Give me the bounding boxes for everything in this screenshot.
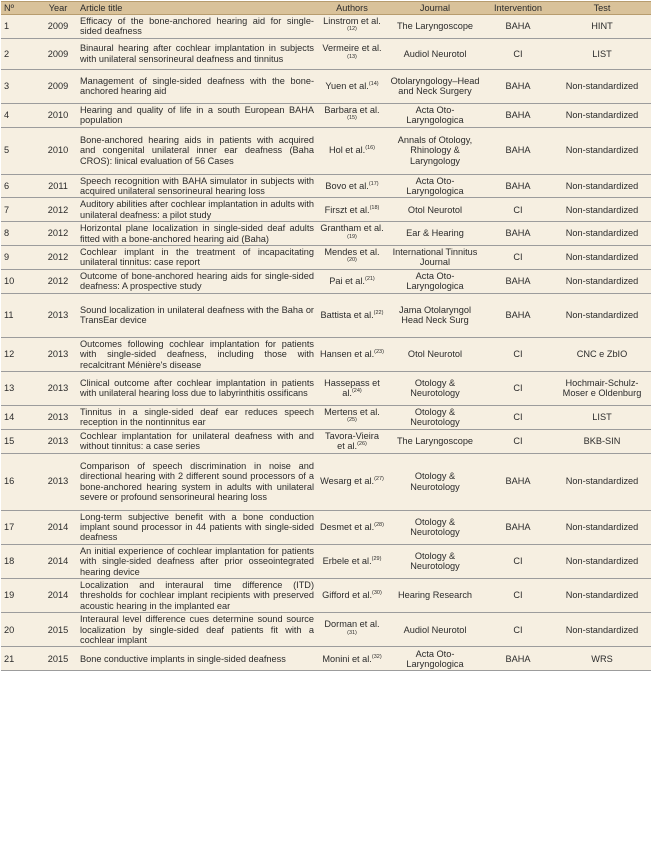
reference-number: (26) [357,441,367,448]
row-authors [317,371,387,405]
row-year: 2009 [39,69,77,103]
row-test: Non-standardized [553,198,651,222]
author-name: Dorman et al. [324,619,380,630]
author-name: Linstrom et al. [323,16,381,26]
row-number: 1 [1,15,39,39]
row-test: Non-standardized [553,578,651,612]
row-authors [317,69,387,103]
row-test: Non-standardized [553,103,651,127]
row-title: Horizontal plane localization in single-sided deaf adults fitted with a bone-anchored hearing aid (Baha) [77,222,317,246]
header-journal: Journal [387,2,483,15]
reference-number: (17) [368,180,379,187]
table-row [1,174,651,198]
row-title: Sound localization in unilateral deafness with the Baha or TransEar device [77,293,317,337]
row-intervention: CI [483,198,553,222]
author-name: Vermeire et al. [322,43,382,54]
author-name: Grantham et al. [320,223,384,234]
table-row [1,453,651,510]
row-year: 2013 [39,429,77,453]
row-title: Outcome of bone-anchored hearing aids for single-sided deafness: A prospective study [77,269,317,293]
table-row [1,371,651,405]
row-authors [317,647,387,671]
row-number: 17 [1,510,39,544]
row-number: 20 [1,613,39,647]
row-intervention: CI [483,578,553,612]
row-title: Long-term subjective benefit with a bone conduction implant sound processor in 44 patients with single-sided deafness [77,510,317,544]
row-intervention: BAHA [483,453,553,510]
header-intervention: Intervention [483,2,553,15]
row-intervention: CI [483,613,553,647]
row-intervention: BAHA [483,647,553,671]
row-year: 2014 [39,544,77,578]
row-title: Localization and interaural time difference (ITD) thresholds for cochlear implant recipients with preserved acoustic hearing in the implanted ear [77,578,317,612]
author-name: Mendes et al. [324,247,380,258]
table-row [1,269,651,293]
row-authors [317,38,387,69]
row-authors [317,174,387,198]
row-test: HINT [553,15,651,39]
row-year: 2012 [39,269,77,293]
row-year: 2015 [39,613,77,647]
row-test: LIST [553,405,651,429]
table-row [1,337,651,371]
row-number: 19 [1,578,39,612]
row-title: Bone-anchored hearing aids in patients with acquired and congenital unilateral inner ear deafness (Baha CROS): linical evaluation of 56 Cases [77,127,317,174]
row-test: Hochmair-Schulz-Moser e Oldenburg [553,371,651,405]
reference-number: (22) [373,309,384,316]
row-number: 11 [1,293,39,337]
row-intervention: BAHA [483,510,553,544]
row-test: BKB-SIN [553,429,651,453]
row-intervention: BAHA [483,127,553,174]
row-journal: Jama Otolaryngol Head Neck Surg [387,293,483,337]
row-test: WRS [553,647,651,671]
reference-number: (31) [347,629,357,636]
row-journal: Acta Oto-Laryngologica [387,103,483,127]
row-title: Hearing and quality of life in a south European BAHA population [77,103,317,127]
row-test: Non-standardized [553,453,651,510]
row-year: 2009 [39,38,77,69]
row-authors [317,222,387,246]
row-authors [317,246,387,270]
header-test: Test [553,2,651,15]
author-name: Firszt et al. [324,204,370,215]
row-test: Non-standardized [553,174,651,198]
row-journal: The Laryngoscope [387,15,483,39]
reference-number: (25) [347,417,357,424]
row-test: Non-standardized [553,269,651,293]
table-row [1,429,651,453]
row-year: 2012 [39,222,77,246]
header-title: Article title [77,2,317,15]
row-authors [317,544,387,578]
row-title: Tinnitus in a single-sided deaf ear reduces speech reception in the nontinnitus ear [77,405,317,429]
author-name: Wesarg et al. [320,476,375,487]
table-row [1,405,651,429]
row-year: 2009 [39,15,77,39]
row-journal: Acta Oto-Laryngologica [387,269,483,293]
row-year: 2013 [39,337,77,371]
row-test: CNC e ZbIO [553,337,651,371]
table-row [1,38,651,69]
row-test: Non-standardized [553,544,651,578]
author-name: Mertens et al. [324,406,380,417]
row-authors [317,293,387,337]
table-row [1,198,651,222]
row-authors [317,127,387,174]
row-journal: Ear & Hearing [387,222,483,246]
articles-table [1,1,651,671]
row-year: 2010 [39,127,77,174]
reference-number: (13) [347,53,357,60]
reference-number: (28) [374,521,384,528]
header-year: Year [39,2,77,15]
row-number: 9 [1,246,39,270]
row-number: 13 [1,371,39,405]
header-authors: Authors [317,2,387,15]
row-number: 5 [1,127,39,174]
table-row [1,613,651,647]
reference-number: (30) [372,590,382,597]
row-intervention: BAHA [483,174,553,198]
table-body [1,15,651,671]
row-journal: Otology & Neurotology [387,453,483,510]
row-year: 2014 [39,510,77,544]
row-number: 21 [1,647,39,671]
table-row [1,544,651,578]
row-title: Cochlear implant in the treatment of incapacitating unilateral tinnitus: case report [77,246,317,270]
row-title: Outcomes following cochlear implantation for patients with single-sided deafness, including those with recalcitrant Ménière's disease [77,337,317,371]
reference-number: (29) [371,556,382,563]
reference-number: (12) [347,26,357,33]
row-intervention: CI [483,429,553,453]
header-num: Nº [1,2,39,15]
row-intervention: CI [483,38,553,69]
row-number: 12 [1,337,39,371]
row-authors [317,103,387,127]
row-title: Binaural hearing after cochlear implantation in subjects with unilateral sensorineural deafness and tinnitus [77,38,317,69]
reference-number: (20) [347,257,357,264]
header-row [1,2,651,15]
row-number: 3 [1,69,39,103]
row-authors [317,405,387,429]
reference-number: (15) [347,115,357,122]
row-authors [317,337,387,371]
author-name: Barbara et al. [324,104,380,115]
row-journal: Audiol Neurotol [387,38,483,69]
author-name: Monini et al. [322,653,372,664]
row-year: 2014 [39,578,77,612]
row-authors [317,453,387,510]
row-year: 2012 [39,246,77,270]
row-authors [317,15,387,39]
row-journal: Otology & Neurotology [387,405,483,429]
row-journal: Acta Oto-Laryngologica [387,174,483,198]
row-number: 2 [1,38,39,69]
table-row [1,510,651,544]
row-title: Cochlear implantation for unilateral deafness with and without tinnitus: a case series [77,429,317,453]
row-journal: Audiol Neurotol [387,613,483,647]
row-journal: Annals of Otology, Rhinology & Laryngology [387,127,483,174]
row-journal: Acta Oto-Laryngologica [387,647,483,671]
row-intervention: CI [483,246,553,270]
row-authors [317,198,387,222]
row-intervention: CI [483,544,553,578]
author-name: Pai et al. [329,276,365,287]
row-year: 2013 [39,453,77,510]
row-title: Auditory abilities after cochlear implantation in adults with unilateral deafness: a pilot study [77,198,317,222]
table-row [1,127,651,174]
table-row [1,578,651,612]
reference-number: (24) [351,388,362,395]
row-journal: International Tinnitus Journal [387,246,483,270]
row-intervention: BAHA [483,15,553,39]
row-intervention: BAHA [483,269,553,293]
row-title: Comparison of speech discrimination in noise and directional hearing with 2 different sound processors of a bone-anchored hearing system in adults with unilateral severe or profound sensorineural hearing loss [77,453,317,510]
row-title: Bone conductive implants in single-sided deafness [77,647,317,671]
row-title: Efficacy of the bone-anchored hearing aid for single-sided deafness [77,15,317,39]
row-year: 2011 [39,174,77,198]
row-year: 2013 [39,293,77,337]
row-test: Non-standardized [553,69,651,103]
row-number: 15 [1,429,39,453]
row-intervention: BAHA [483,293,553,337]
table-row [1,103,651,127]
row-journal: Otology & Neurotology [387,510,483,544]
row-number: 14 [1,405,39,429]
author-name: Tavora-Vieira et al. [325,430,379,452]
row-journal: Otolaryngology–Head and Neck Surgery [387,69,483,103]
row-title: Speech recognition with BAHA simulator in subjects with acquired unilateral sensorineural hearing loss [77,174,317,198]
author-name: Hansen et al. [320,349,375,360]
author-name: Erbele et al. [322,556,372,567]
author-name: Yuen et al. [325,81,369,92]
row-journal: Otology & Neurotology [387,544,483,578]
row-year: 2010 [39,103,77,127]
row-test: LIST [553,38,651,69]
row-title: An initial experience of cochlear implantation for patients with single-sided deafness after prior osseointegrated hearing device [77,544,317,578]
reference-number: (21) [364,276,375,283]
table-row [1,647,651,671]
row-intervention: CI [483,337,553,371]
author-name: Hol et al. [328,145,366,156]
reference-number: (23) [374,349,384,356]
row-year: 2013 [39,371,77,405]
row-authors [317,578,387,612]
author-name: Battista et al. [320,309,374,320]
row-year: 2013 [39,405,77,429]
row-number: 16 [1,453,39,510]
row-intervention: BAHA [483,222,553,246]
author-name: Hassepass et al. [324,378,380,399]
row-number: 6 [1,174,39,198]
table-row [1,69,651,103]
row-intervention: BAHA [483,69,553,103]
row-title: Management of single-sided deafness with the bone-anchored hearing aid [77,69,317,103]
author-name: Bovo et al. [325,180,369,191]
reference-number: (14) [368,81,379,88]
row-authors [317,269,387,293]
table-row [1,293,651,337]
reference-number: (16) [365,145,376,152]
row-intervention: CI [483,371,553,405]
row-number: 18 [1,544,39,578]
row-number: 7 [1,198,39,222]
row-journal: Otol Neurotol [387,198,483,222]
row-journal: Otology & Neurotology [387,371,483,405]
row-year: 2015 [39,647,77,671]
row-intervention: CI [483,405,553,429]
row-test: Non-standardized [553,246,651,270]
row-authors [317,613,387,647]
table-row [1,246,651,270]
table-row [1,222,651,246]
row-test: Non-standardized [553,222,651,246]
row-authors [317,429,387,453]
row-year: 2012 [39,198,77,222]
row-number: 8 [1,222,39,246]
row-journal: Hearing Research [387,578,483,612]
reference-number: (32) [371,653,382,660]
row-journal: The Laryngoscope [387,429,483,453]
table-row [1,15,651,39]
author-name: Gifford et al. [322,590,373,601]
row-number: 10 [1,269,39,293]
row-title: Interaural level difference cues determine sound source localization by single-sided deaf patients fit with a cochlear implant [77,613,317,647]
row-title: Clinical outcome after cochlear implantation in patients with unilateral hearing loss due to labyrinthitis ossificans [77,371,317,405]
reference-number: (27) [374,476,384,483]
reference-number: (18) [369,204,380,211]
author-name: Desmet et al. [320,521,375,532]
row-test: Non-standardized [553,613,651,647]
row-number: 4 [1,103,39,127]
row-test: Non-standardized [553,127,651,174]
row-intervention: BAHA [483,103,553,127]
row-test: Non-standardized [553,293,651,337]
reference-number: (19) [347,233,357,240]
row-test: Non-standardized [553,510,651,544]
row-journal: Otol Neurotol [387,337,483,371]
row-authors [317,510,387,544]
